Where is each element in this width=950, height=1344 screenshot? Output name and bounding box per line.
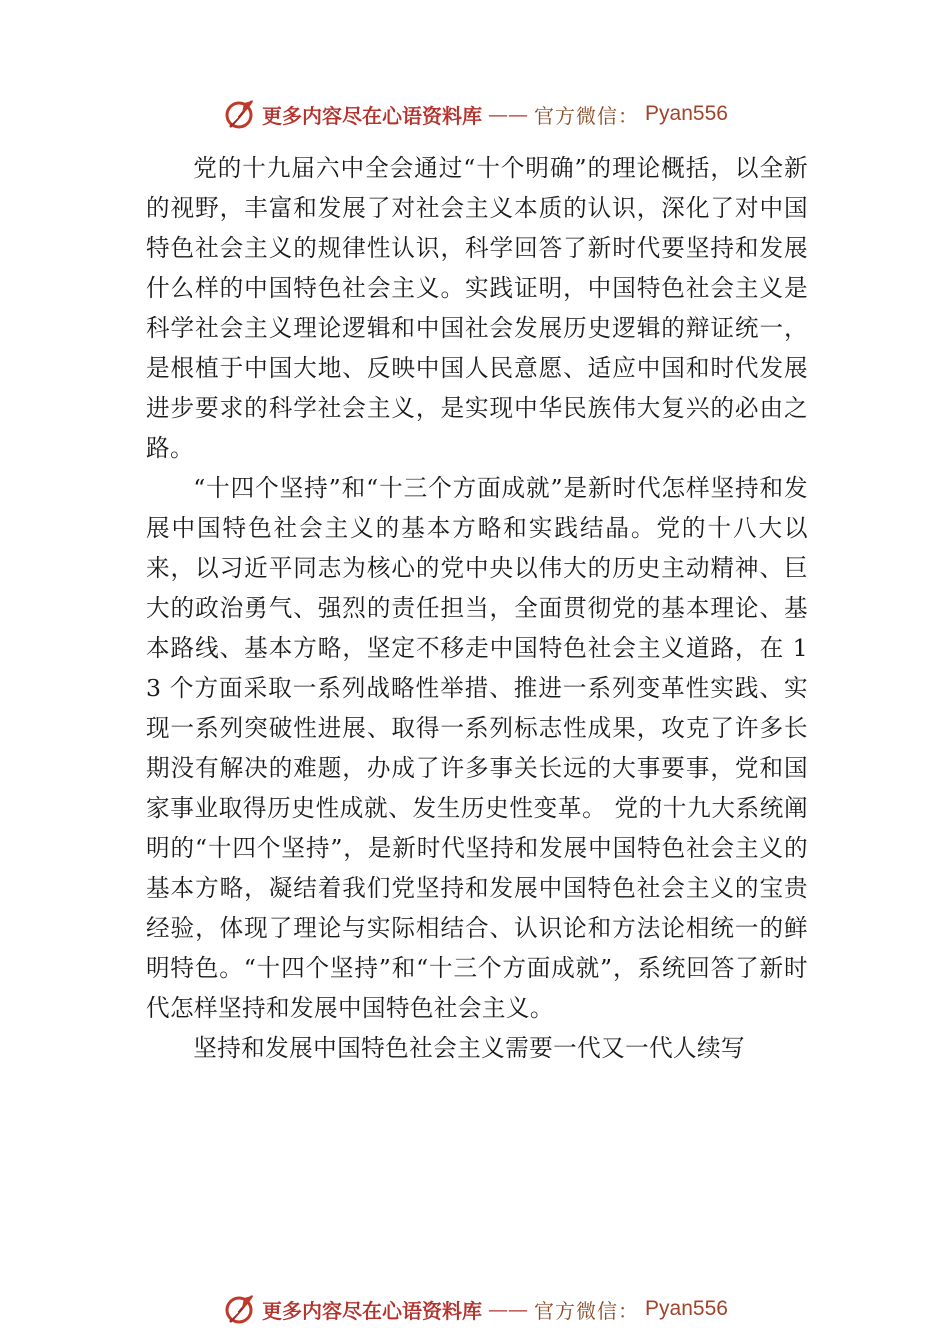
header-wechat-id: Pyan556 bbox=[645, 102, 728, 125]
footer-brand-text: 更多内容尽在心语资料库 bbox=[262, 1298, 483, 1323]
document-body bbox=[146, 148, 808, 1068]
header-banner bbox=[0, 94, 950, 134]
header-wechat-label: 官方微信： bbox=[534, 103, 640, 128]
paragraph-3: 坚持和发展中国特色社会主义需要一代又一代人续写 bbox=[193, 1034, 746, 1062]
footer-banner bbox=[0, 1289, 950, 1329]
paragraph-1: 党的十九届六中全会通过“十个明确”的理论概括，以全新的视野，丰富和发展了对社会主义本质的认识，深化了对中国特色社会主义的规律性认识，科学回答了新时代要坚持和发展什么样的中国特色社会主义。实践证明，中国特色社会主义是科学社会主义理论逻辑和中国社会发展历史逻辑的辩证统一，是根植于中国大地、反映中国人民意愿、适应中国和时代发展进步要求的科学社会主义，是实现中华民族伟大复兴的必由之路。 bbox=[146, 154, 808, 462]
header-separator: —— bbox=[488, 102, 529, 126]
quill-seal-icon bbox=[222, 97, 256, 131]
paragraph-2: “十四个坚持”和“十三个方面成就”是新时代怎样坚持和发展中国特色社会主义的基本方略和实践结晶。党的十八大以来，以习近平同志为核心的党中央以伟大的历史主动精神、巨大的政治勇气、强烈的责任担当，全面贯彻党的基本理论、基本路线、基本方略，坚定不移走中国特色社会主义道路，在 13 个方面采取一系列战略性举措、推进一系列变革性实践、实现一系列突破性进展、取得一系列标志性成果，攻克了许多长期没有解决的难题，办成了许多事关长远的大事要事，党和国家事业取得历史性成就、发生历史性变革。 党的十九大系统阐明的“十四个坚持”，是新时代坚持和发展中国特色社会主义的基本方略，凝结着我们党坚持和发展中国特色社会主义的宝贵经验，体现了理论与实际相结合、认识论和方法论相统一的鲜明特色。“十四个坚持”和“十三个方面成就”，系统回答了新时代怎样坚持和发展中国特色社会主义。 bbox=[146, 474, 808, 1022]
footer-wechat-label: 官方微信： bbox=[534, 1298, 640, 1323]
footer-separator: —— bbox=[488, 1297, 529, 1321]
footer-wechat-id: Pyan556 bbox=[645, 1297, 728, 1320]
quill-seal-icon bbox=[222, 1292, 256, 1326]
header-brand-text: 更多内容尽在心语资料库 bbox=[262, 103, 483, 128]
